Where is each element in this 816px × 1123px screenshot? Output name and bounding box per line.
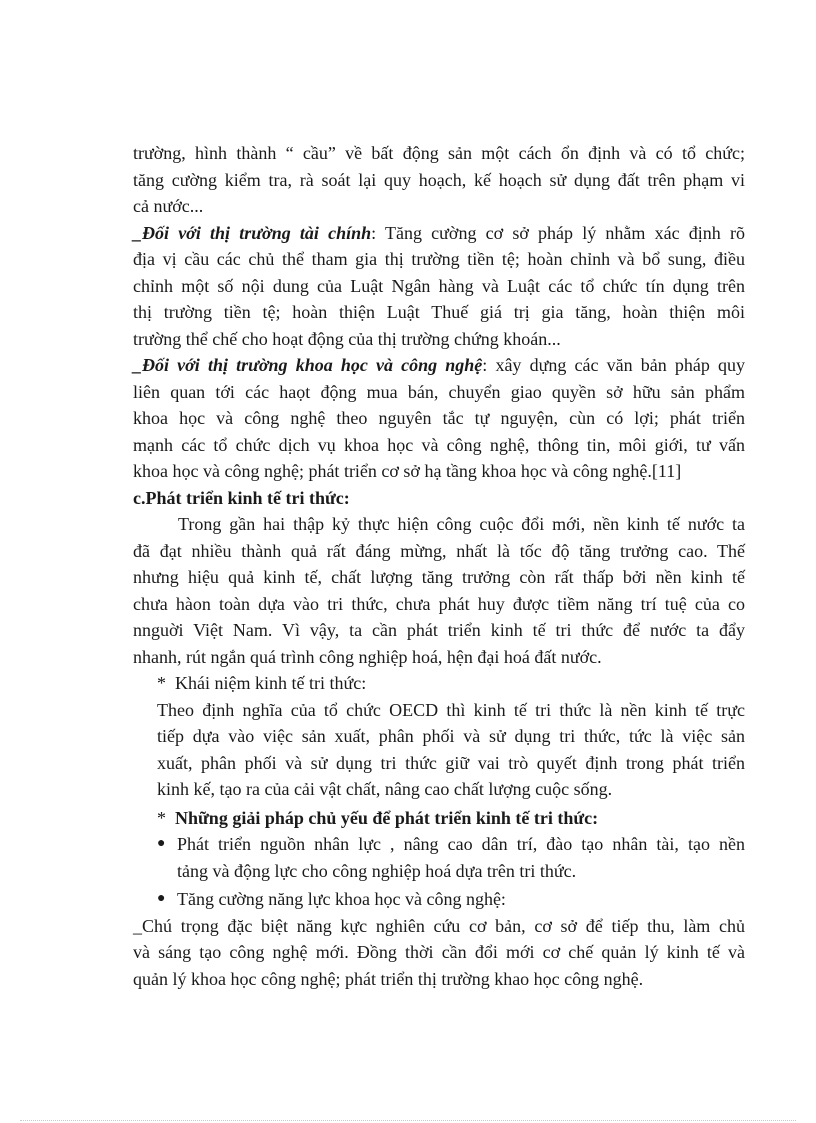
bullet-icon: ● <box>157 891 166 906</box>
document-page <box>133 140 745 992</box>
list-item: ● Phát triển nguồn nhân lực , nâng cao dân trí, đào tạo nhân tài, tạo nền tảng và động lực cho công nghiệp hoá dựa trên tri thức. <box>157 831 745 884</box>
paragraph-oecd-definition: Theo định nghĩa của tổ chức OECD thì kinh tế tri thức là nền kinh tế trực tiếp dựa vào việc sản xuất, phân phối và sử dụng tri thức, tức là việc sản xuất, phân phối và sử dụng tri thức giữ vai trò quyết định trong phát triển kinh kế, tạo ra của cải vật chất, nâng cao chất lượng cuộc sống. <box>157 699 745 799</box>
asterisk-icon: * <box>157 673 166 693</box>
paragraph-science-tech-market: _Đối với thị trường khoa học và công nghệ: xây dựng các văn bản pháp quy liên quan tới các haọt động mua bán, chuyển giao quyền sở hữu sản phẩm khoa học và công nghệ theo nguyên tắc tự nguyện, cùn có lợi; phát triển mạnh các tổ chức dịch vụ khoa học và công nghệ, thông tin, môi giới, tư vấn khoa học và công nghệ; phát triển cơ sở hạ tầng khoa học và công nghệ.[11] <box>133 355 745 481</box>
subheading-solutions: * Những giải pháp chủ yếu để phát triển kinh tế tri thức: <box>157 807 599 828</box>
paragraph-real-estate: trường, hình thành “ cầu” về bất động sản một cách ổn định và có tổ chức; tăng cường kiểm tra, rà soát lại quy hoạch, kế hoạch sử dụng đất trên phạm vi cả nước... <box>133 143 745 216</box>
science-tech-lead: _Đối với thị trường khoa học và công nghệ <box>133 355 483 375</box>
paragraph-financial-market: _Đối với thị trường tài chính: Tăng cường cơ sở pháp lý nhằm xác định rõ địa vị cầu các chủ thể tham gia thị trường tiền tệ; hoàn chỉnh và bổ sung, điều chỉnh một số nội dung của Luật Ngân hàng và Luật các tổ chức tín dụng trên thị trường tiền tệ; hoàn thiện Luật Thuế giá trị gia tăng, hoàn thiện môi trường thể chế cho hoạt động của thị trường chứng khoán... <box>133 222 745 349</box>
list-item: ● Tăng cường năng lực khoa học và công nghệ: <box>157 886 745 913</box>
paragraph-research-focus: _Chú trọng đặc biệt năng kực nghiên cứu cơ bản, cơ sở để tiếp thu, làm chủ và sáng tạo công nghệ mới. Đồng thời cần đổi mới cơ chế quản lý kinh tế và quản lý khoa học công nghệ; phát triển thị trường khao học công nghệ. <box>133 915 745 989</box>
paragraph-intro-knowledge-economy: Trong gần hai thập kỷ thực hiện công cuộc đổi mới, nền kinh tế nước ta đã đạt nhiều thành quả rất đáng mừng, nhất là tốc độ tăng trưởng cao. Thế nhưng hiệu quả kinh tế, chất lượng tăng trưởng còn rất thấp bởi nền kinh tế chưa hàon toàn dựa vào tri thức, chưa phát huy được tiềm năng trí tuệ của co nnguời Việt Nam. Vì vậy, ta cần phát triển kinh tế tri thức để nước ta đẩy nhanh, rút ngắn quá trình công nghiệp hoá, hện đại hoá đất nước. <box>133 514 745 667</box>
page-bottom-border <box>20 1120 796 1121</box>
section-heading-c: c.Phát triển kinh tế tri thức: <box>133 487 350 508</box>
subheading-concept: * Khái niệm kinh tế tri thức: <box>157 673 367 693</box>
financial-market-lead: _Đối với thị trường tài chính <box>133 222 372 243</box>
asterisk-icon: * <box>157 807 166 828</box>
bullet-icon: ● <box>157 836 166 851</box>
